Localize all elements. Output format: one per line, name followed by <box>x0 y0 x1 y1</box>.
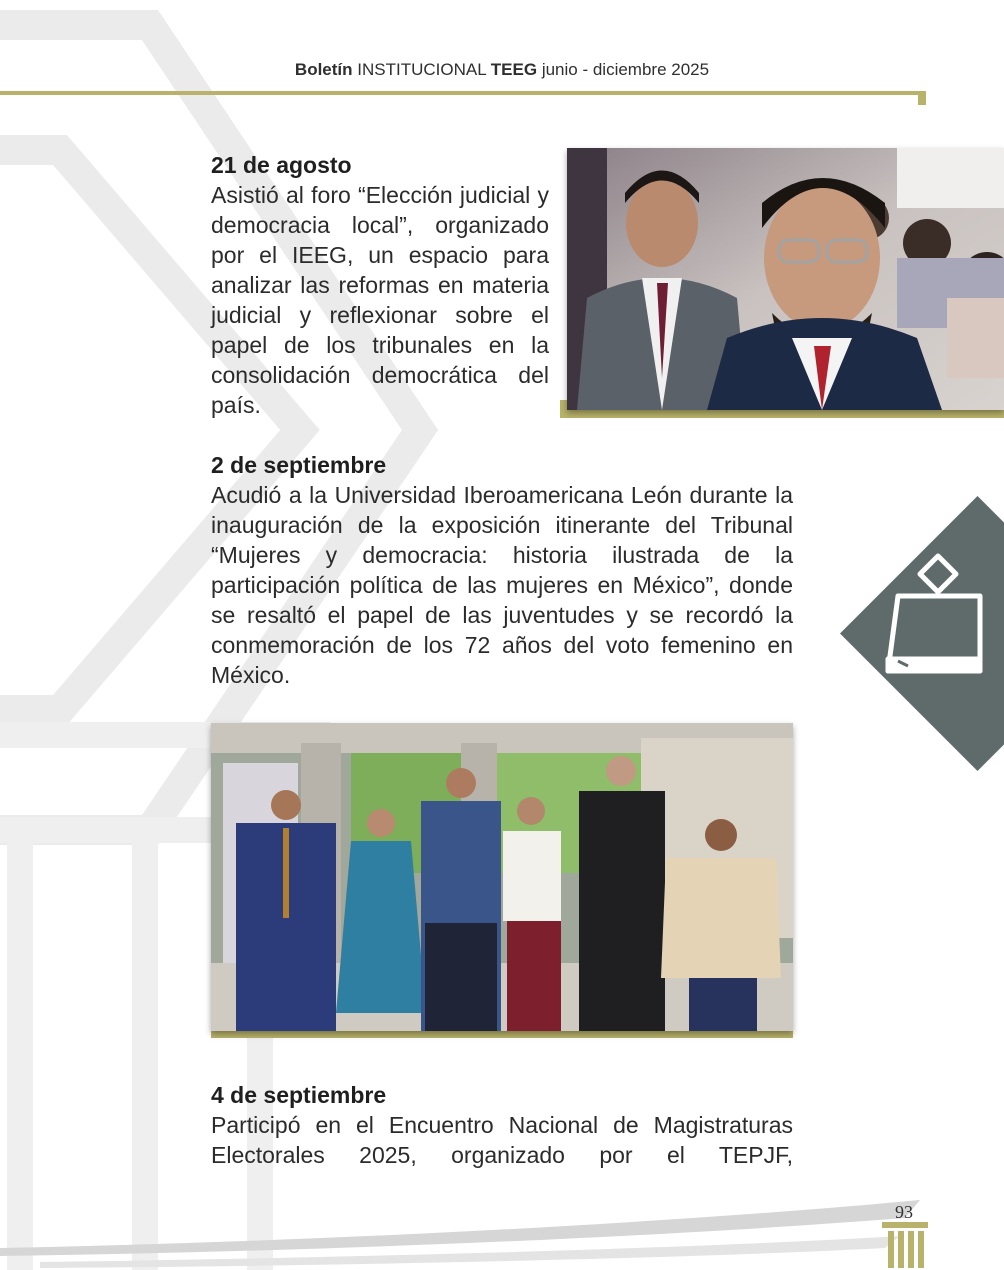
photo-frame-exhibition <box>211 1030 793 1038</box>
header-title-bold: Boletín <box>294 60 353 79</box>
header-title-period: junio - diciembre 2025 <box>541 60 710 79</box>
entry-september-4 <box>211 1080 793 1170</box>
header-divider <box>0 91 922 95</box>
entry-text: Asistió al foro “Elección judicial y democracia local”, organizado por el IEEG, un espacio para analizar las reformas en materia judicial y reflexionar sobre el papel de los tribunales en la consolidación democrática del país. <box>211 182 549 418</box>
entry-text: Acudió a la Universidad Iberoamericana León durante la inauguración de la exposición itinerante del Tribunal “Mujeres y democracia: historia ilustrada de la participación política de las mujeres en México”, donde se resaltó el papel de las juventudes y se recordó la conmemoración de los 72 años del voto femenino en México. <box>211 482 793 688</box>
entry-text: Participó en el Encuentro Nacional de Magistraturas Electorales 2025, organizado por el TEPJF, <box>211 1112 793 1168</box>
entry-date: 2 de septiembre <box>211 452 387 478</box>
header-divider-tick <box>918 91 926 105</box>
header-title-institutional: INSTITUCIONAL <box>357 60 487 79</box>
photo-exhibition <box>211 723 793 1031</box>
page-number: 93 <box>895 1202 913 1222</box>
bulletin-header <box>0 60 1004 80</box>
column-logo-icon <box>882 1222 928 1268</box>
entry-august-21 <box>211 150 549 420</box>
entry-date: 21 de agosto <box>211 152 352 178</box>
section-diamond <box>840 496 1004 771</box>
header-title-teeg: TEEG <box>490 60 538 79</box>
entry-september-2 <box>211 450 793 690</box>
exhibition-photo-illustration <box>211 723 793 1031</box>
entry-date: 4 de septiembre <box>211 1082 387 1108</box>
photo-forum <box>567 148 1004 410</box>
forum-photo-illustration <box>567 148 1004 410</box>
